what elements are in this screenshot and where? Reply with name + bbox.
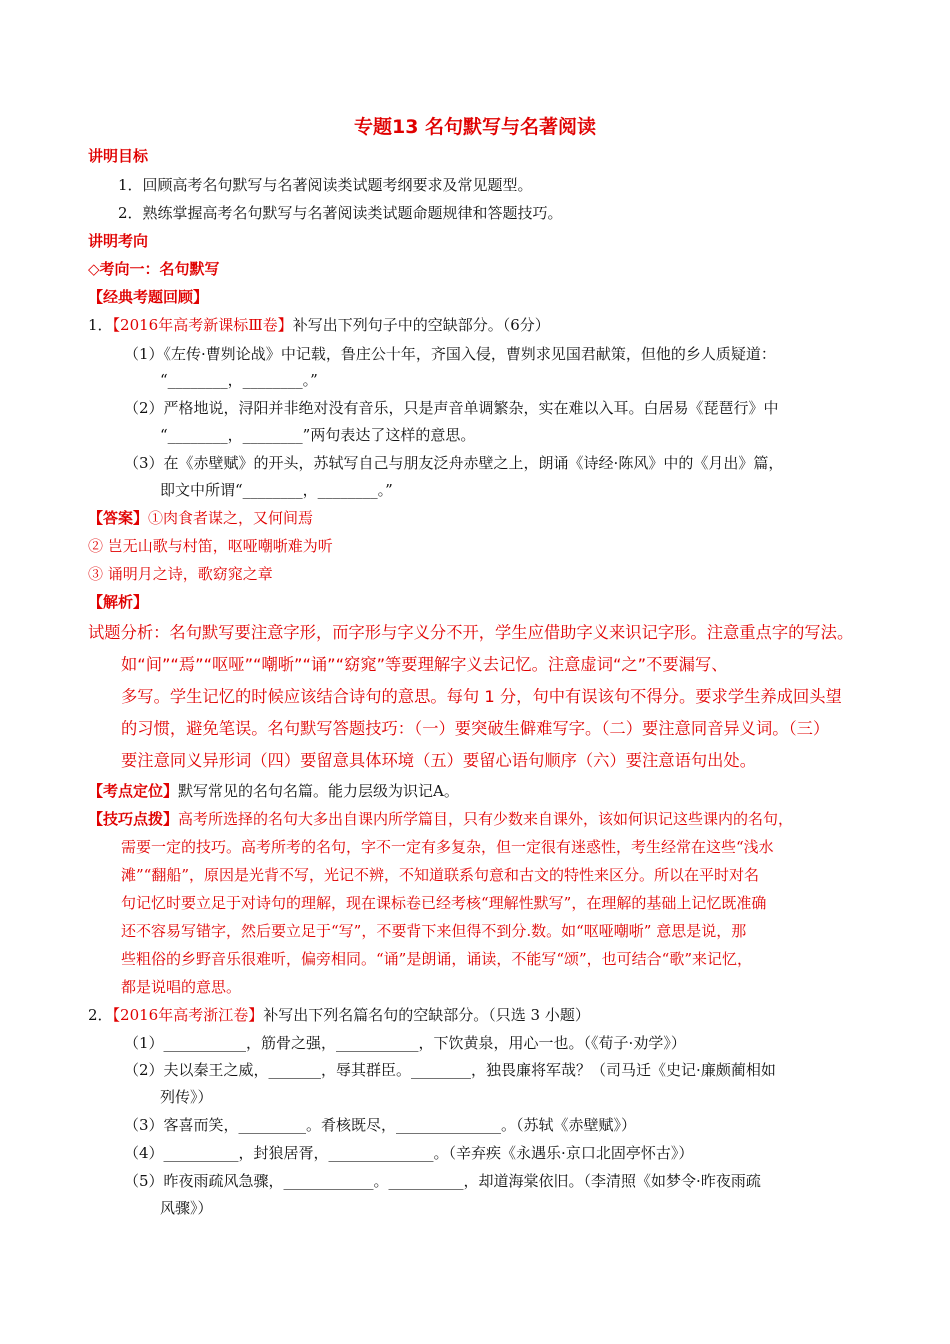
kaodian-line xyxy=(88,781,459,801)
question-2-source: 【2016年高考浙江卷】 xyxy=(112,1006,264,1024)
jiqiao-line xyxy=(88,809,793,829)
question-1-source: 【2016年高考新课标Ⅲ卷】 xyxy=(112,316,293,334)
question-2-number: 2． xyxy=(88,1006,113,1024)
jiqiao-line: 需要一定的技巧。高考所考的名句，字不一定有多复杂，但一定很有迷惑性，考生经常在这些“浅水 xyxy=(121,838,774,856)
goal-item-1: 1．回顾高考名句默写与名著阅读类试题考纲要求及常见题型。 xyxy=(118,176,533,194)
page-title: 专题13 名句默写与名著阅读 xyxy=(353,116,597,138)
question-1-header xyxy=(88,315,550,335)
question-1-line: （2）严格地说，浔阳并非绝对没有音乐，只是声音单调繁杂，实在难以入耳。白居易《琵琶行》中 xyxy=(124,399,779,417)
question-1-line: 即文中所谓“________，________。” xyxy=(160,481,393,499)
question-2-stem: 补写出下列名篇名句的空缺部分。（只选 3 小题） xyxy=(263,1006,590,1024)
analysis-line: 多写。学生记忆的时候应该结合诗句的意思。每句 1 分，句中有误该句不得分。要求学生养成回头望 xyxy=(121,687,842,706)
analysis-line: 试题分析：名句默写要注意字形，而字形与字义分不开，学生应借助字义来识记字形。注意重点字的写法。 xyxy=(88,623,854,642)
analysis-label: 【解析】 xyxy=(88,593,149,611)
question-2-line: 列传》） xyxy=(160,1088,213,1106)
kaodian-label: 【考点定位】 xyxy=(88,782,179,800)
direction-heading: 讲明考向 xyxy=(88,232,149,250)
question-2-line: （5）昨夜雨疏风急骤，____________。__________，却道海棠依旧。（李清照《如梦令·昨夜雨疏 xyxy=(124,1172,761,1190)
question-2-line: （3）客喜而笑，_________。肴核既尽，______________。（苏轼《赤壁赋》） xyxy=(124,1116,637,1134)
question-2-line: （4）__________，封狼居胥，______________。（辛弃疾《永遇乐·京口北固亭怀古》） xyxy=(124,1144,694,1162)
goal-item-2: 2．熟练掌握高考名句默写与名著阅读类试题命题规律和答题技巧。 xyxy=(118,204,563,222)
answer-2: ② 岂无山歌与村笛，呕哑嘲哳难为听 xyxy=(88,537,333,555)
question-1-stem: 补写出下列句子中的空缺部分。（6分） xyxy=(292,316,550,334)
jiqiao-line: 都是说唱的意思。 xyxy=(121,978,242,996)
question-1-line: （3）在《赤壁赋》的开头，苏轼写自己与朋友泛舟赤壁之上，朗诵《诗经·陈风》中的《月出》篇， xyxy=(124,454,784,472)
question-1-line: “________，________”两句表达了这样的意思。 xyxy=(160,426,476,444)
jiqiao-line: 句记忆时要立足于对诗句的理解，现在课标卷已经考核“理解性默写”，在理解的基础上记忆既准确 xyxy=(121,894,767,912)
direction-one-heading: ◇考向一：名句默写 xyxy=(88,260,220,278)
analysis-line: 如“间”“焉”“呕哑”“嘲哳”“诵”“窈窕”等要理解字义去记忆。注意虚词“之”不要漏写、 xyxy=(121,655,728,674)
answer-label: 【答案】 xyxy=(88,509,149,527)
jiqiao-line: 滩”“翻船”，原因是光背不写，光记不辨，不知道联系句意和古文的特性来区分。所以在平时对名 xyxy=(121,866,760,884)
classic-heading: 【经典考题回顾】 xyxy=(88,288,209,306)
answer-1: ①肉食者谋之，又何间焉 xyxy=(148,509,314,527)
question-2-line: 风骤》） xyxy=(160,1199,213,1217)
answer-line-1 xyxy=(88,508,313,528)
question-1-line: “________，________。” xyxy=(160,371,318,389)
jiqiao-line: 些粗俗的乡野音乐很难听，偏旁相同。“诵”是朗诵，诵读，不能写“颂”，也可结合“歌”来记忆， xyxy=(121,950,753,968)
question-1-number: 1． xyxy=(88,316,113,334)
jiqiao-label: 【技巧点拨】 xyxy=(88,810,179,828)
jiqiao-line: 还不容易写错字，然后要立足于“写”，不要背下来但得不到分.数。如“呕哑嘲哳” 意思是说，那 xyxy=(121,922,747,940)
analysis-line: 的习惯，避免笔误。名句默写答题技巧：（一）要突破生僻难写字。（二）要注意同音异义词。（三） xyxy=(121,719,830,738)
question-2-line: （1）___________，筋骨之强，___________，下饮黄泉，用心一也。（《荀子·劝学》） xyxy=(124,1034,686,1052)
answer-3: ③ 诵明月之诗，歌窈窕之章 xyxy=(88,565,273,583)
question-2-header xyxy=(88,1005,590,1025)
kaodian-text: 默写常见的名句名篇。能力层级为识记A。 xyxy=(178,782,459,800)
question-2-line: （2）夫以秦王之威，_______，辱其群臣。________，独畏廉将军哉？（司马迁《史记·廉颇蔺相如 xyxy=(124,1061,776,1079)
jiqiao-text: 高考所选择的名句大多出自课内所学篇目，只有少数来自课外，该如何识记这些课内的名句， xyxy=(178,810,794,828)
goal-heading: 讲明目标 xyxy=(88,147,149,165)
analysis-line: 要注意同义异形词（四）要留意具体环境（五）要留心语句顺序（六）要注意语句出处。 xyxy=(121,751,756,770)
question-1-line: （1）《左传·曹刿论战》中记载，鲁庄公十年，齐国入侵，曹刿求见国君献策，但他的乡人质疑道： xyxy=(124,345,776,363)
